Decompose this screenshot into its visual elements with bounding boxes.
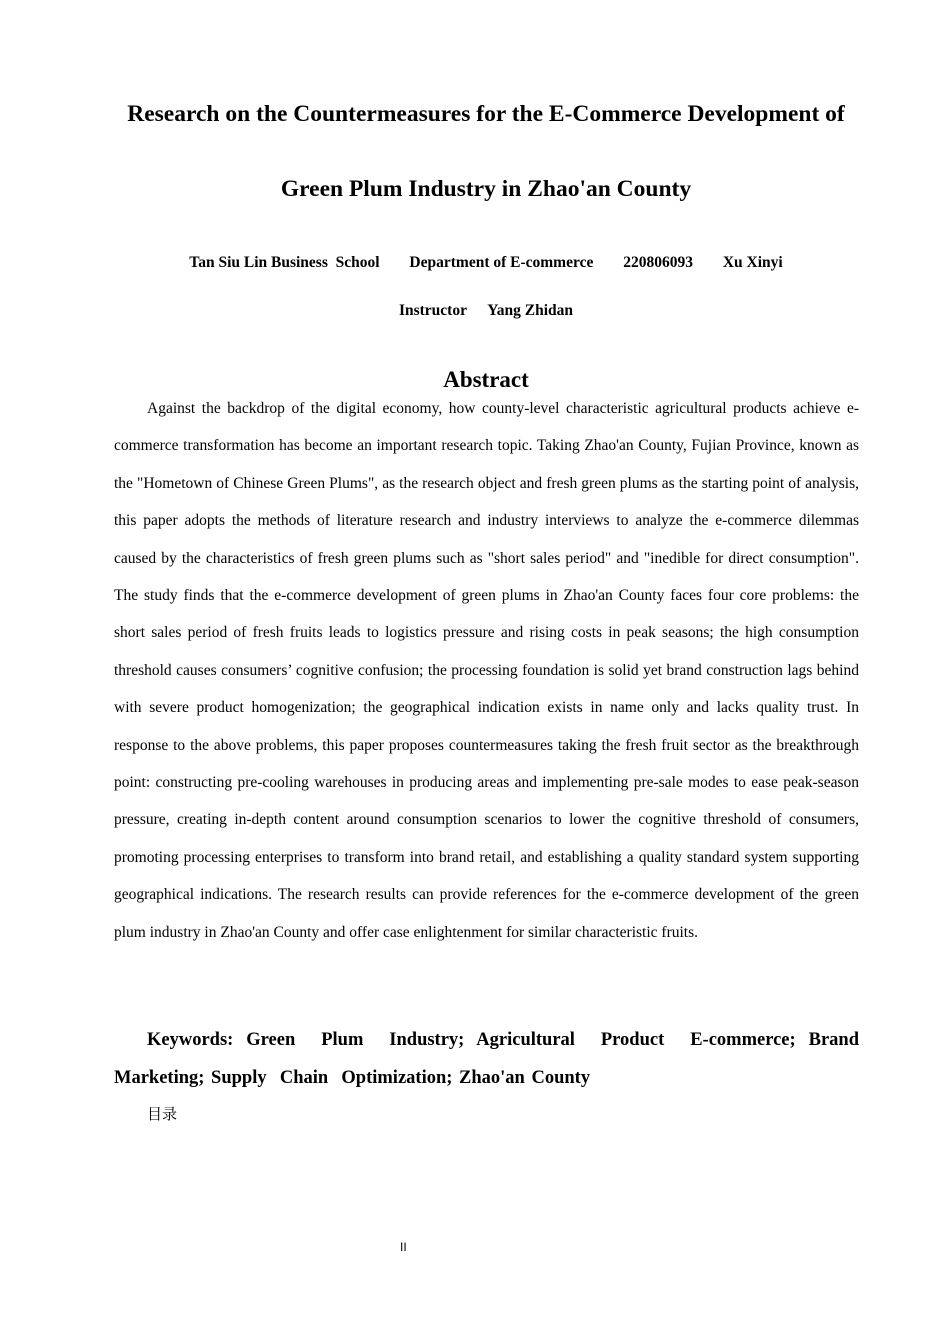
page-number: II [400,1240,407,1254]
instructor-label: Instructor [398,302,467,319]
student-name: Xu Xinyi [722,254,783,271]
table-of-contents-label: 目录 [147,1105,178,1123]
department-name: Department of E-commerce [409,254,594,271]
paper-title-line-1: Research on the Countermeasures for the E-Commerce Development of [127,101,845,127]
instructor-line [0,302,950,320]
author-info-line [0,254,950,272]
school-name: Tan Siu Lin Business School [189,254,380,271]
abstract-body: Against the backdrop of the digital economy, how county-level characteristic agricultural products achieve e-commerce transformation has become an important research topic. Taking Zhao'an County, Fujian Province, known as the "Hometown of Chinese Green Plums", as the research object and fresh green plums as the starting point of analysis, this paper adopts the methods of literature research and industry interviews to analyze the e-commerce dilemmas caused by the characteristics of fresh green plums such as "short sales period" and "inedible for direct consumption". The study finds that the e-commerce development of green plums in Zhao'an County faces four core problems: the short sales period of fresh fruits leads to logistics pressure and rising costs in peak seasons; the high consumption threshold causes consumers’ cognitive confusion; the processing foundation is solid yet brand construction lags behind with severe product homogenization; the geographical indication exists in name only and lacks quality trust. In response to the above problems, this paper proposes countermeasures taking the fresh fruit sector as the breakthrough point: constructing pre-cooling warehouses in producing areas and implementing pre-sale modes to ease peak-season pressure, creating in-depth content around consumption scenarios to lower the cognitive threshold of consumers, promoting processing enterprises to transform into brand retail, and establishing a quality standard system supporting geographical indications. The research results can provide references for the e-commerce development of the green plum industry in Zhao'an County and offer case enlightenment for similar characteristic fruits. [114,400,859,941]
abstract-heading: Abstract [443,367,529,392]
student-id: 220806093 [623,254,693,271]
instructor-name: Yang Zhidan [487,302,574,319]
paper-title-line-2: Green Plum Industry in Zhao'an County [280,176,692,202]
keywords-paragraph: Keywords: Green Plum Industry; Agricultural Product E-commerce; Brand Marketing; Supply Chain Optimization; Zhao'an County [114,1030,866,1088]
